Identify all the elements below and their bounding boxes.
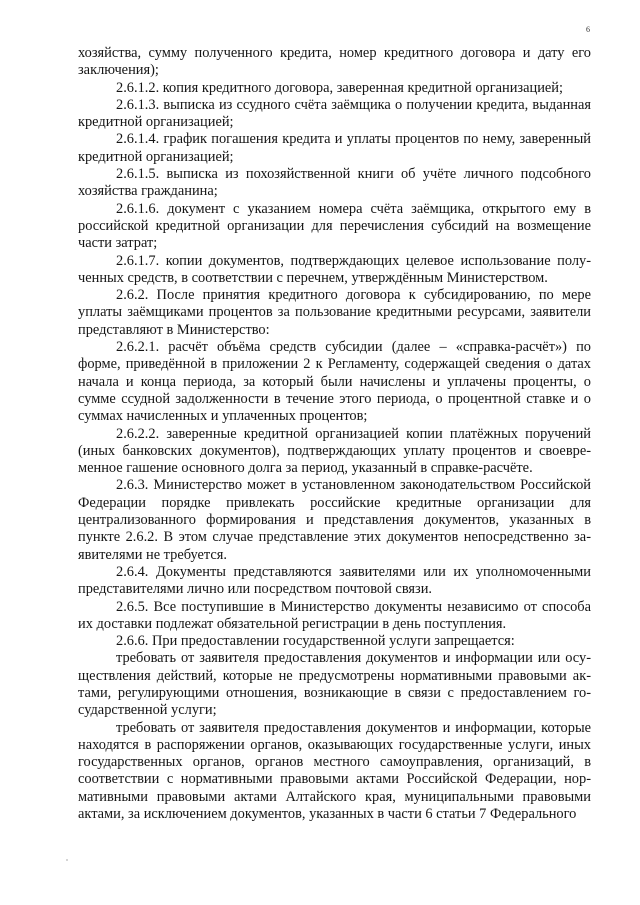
paragraph-2-6-1-3: 2.6.1.3. выписка из ссудного счёта заёмщика о получении кредита, выданная кредитной организацией; bbox=[78, 96, 591, 131]
paragraph-2-6-1-2: 2.6.1.2. копия кредитного договора, заверенная кредитной организацией; bbox=[116, 79, 563, 96]
paragraph-prohibition-2: требовать от заявителя предоставления документов и информации, которые находятся в распоряжении органов, оказывающих государственные услуги, иных государственных органов, органов местного самоуправления, организаций, в соответствии с нормативными правовыми актами Российской Федерации, нормативными правовыми актами Алтайского края, муниципальными правовыми актами, за исключением документов, указанных в части 6 статьи 7 Федерального bbox=[78, 719, 591, 823]
paragraph-2-6-5: 2.6.5. Все поступившие в Министерство документы независимо от способа их доставки подлежат обязательной регистрации в день поступления. bbox=[78, 598, 591, 632]
paragraph-2-6-1-4: 2.6.1.4. график погашения кредита и уплаты процентов по нему, заверенный кредитной организацией; bbox=[78, 131, 591, 165]
paragraph-2-6-2: 2.6.2. После принятия кредитного договора к субсидированию, по мере уплаты заёмщиками процентов за пользование кредитными ресурсами, заявители представляют в Министерство: bbox=[78, 287, 591, 338]
paragraph-2-6-6: 2.6.6. При предоставлении государственной услуги запрещается: bbox=[116, 633, 515, 650]
paragraph-continuation: хозяйства, сумму полученного кредита, номер кредитного договора и дату его заключения); bbox=[78, 45, 591, 79]
paragraph-2-6-1-6: 2.6.1.6. документ с указанием номера счёта заёмщика, открытого ему в российской кредитной организации для перечисления субсидий на возмещение части затрат; bbox=[78, 200, 591, 252]
paragraph-2-6-1-7: 2.6.1.7. копии документов, подтверждающих целевое использование полученных средств, в соответствии с перечнем, утверждённым Министерством. bbox=[78, 252, 591, 286]
paragraph-prohibition-1: требовать от заявителя предоставления документов и информации или осуществления действий, которые не предусмотрены нормативными правовыми актами, регулирующими отношения, возникающие в связи с предоставлением государственной услуги; bbox=[78, 650, 591, 719]
scan-artifact bbox=[66, 859, 68, 861]
paragraph-2-6-1-5: 2.6.1.5. выписка из похозяйственной книги об учёте личного подсобного хозяйства гражданина; bbox=[78, 166, 591, 200]
document-text-body bbox=[78, 45, 591, 823]
page-number: 6 bbox=[586, 25, 590, 34]
paragraph-2-6-2-2: 2.6.2.2. заверенные кредитной организацией копии платёжных поручений (иных банковских документов), подтверждающих уплату процентов и своевременное гашение основного долга за период, указанный в справке-расчёте. bbox=[78, 425, 591, 477]
paragraph-2-6-2-1: 2.6.2.1. расчёт объёма средств субсидии (далее – «справка-расчёт») по форме, приведённой в приложении 2 к Регламенту, содержащей сведения о датах начала и конца периода, за который были начислены и уплачены проценты, о сумме ссудной задолженности в течение этого периода, о процентной ставке и о суммах начисленных и уплаченных процентов; bbox=[78, 339, 591, 425]
paragraph-2-6-3: 2.6.3. Министерство может в установленном законодательством Российской Федерации порядке привлекать российские кредитные организации для централизованного формирования и представления документов, указанных в пункте 2.6.2. В этом случае представление этих документов непосредственно заявителями не требуется. bbox=[78, 477, 591, 563]
paragraph-2-6-4: 2.6.4. Документы представляются заявителями или их уполномоченными представителями лично или посредством почтовой связи. bbox=[78, 563, 591, 598]
